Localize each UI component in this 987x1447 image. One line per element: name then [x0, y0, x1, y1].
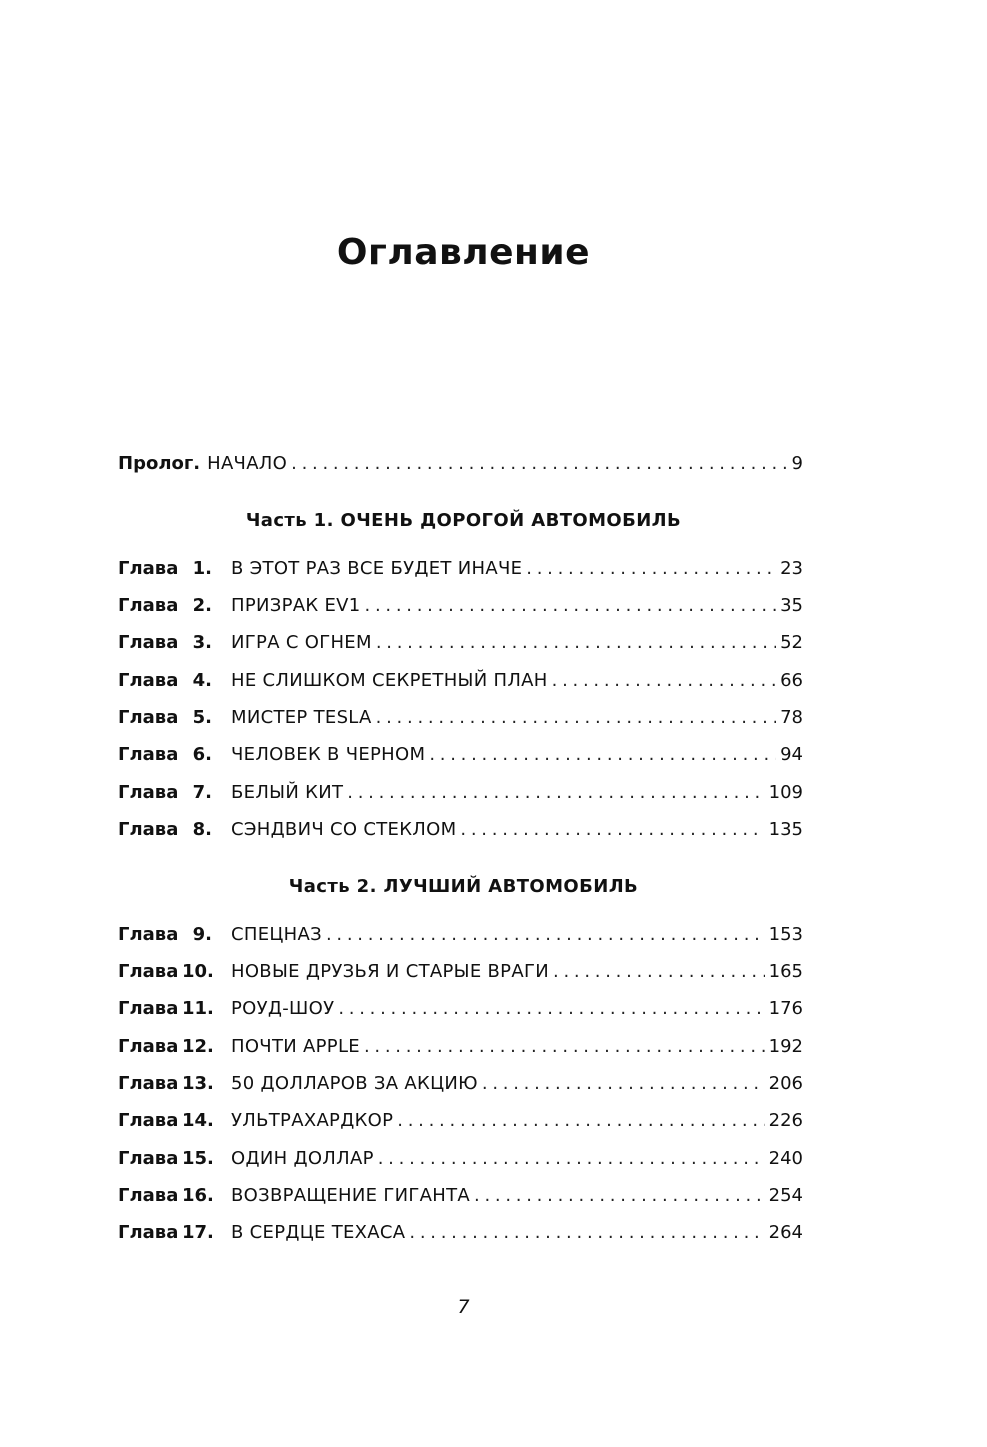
chapter-number: 7.	[192, 782, 212, 803]
chapter-page: 206	[768, 1073, 803, 1094]
prologue-page: 9	[791, 453, 803, 474]
chapter-title: ОДИН ДОЛЛАР	[231, 1148, 374, 1169]
toc-entry-chapter	[118, 959, 803, 985]
chapter-number: 11.	[182, 998, 214, 1019]
chapter-word: Глава	[118, 819, 179, 840]
chapter-title: МИСТЕР TESLA	[231, 707, 372, 728]
dot-leader	[409, 1220, 764, 1246]
chapter-page: 94	[780, 744, 803, 765]
chapter-word: Глава	[118, 1148, 179, 1169]
dot-leader	[553, 959, 765, 985]
dot-leader	[326, 922, 765, 948]
dot-leader	[429, 742, 776, 768]
chapter-page: 153	[768, 924, 803, 945]
chapter-title: ЧЕЛОВЕК В ЧЕРНОМ	[231, 744, 426, 765]
dot-leader	[376, 630, 776, 656]
chapter-title: УЛЬТРАХАРДКОР	[231, 1110, 394, 1131]
toc-entry-chapter	[118, 630, 803, 656]
toc-entry-chapter	[118, 1220, 803, 1246]
dot-leader	[365, 593, 777, 619]
toc-entry-chapter	[118, 996, 803, 1022]
dot-leader	[378, 1146, 765, 1172]
chapter-page: 264	[768, 1222, 803, 1243]
chapter-number: 5.	[192, 707, 212, 728]
dot-leader	[460, 817, 764, 843]
dot-leader	[474, 1183, 765, 1209]
chapter-title: ПОЧТИ APPLE	[231, 1036, 360, 1057]
chapter-page: 52	[780, 632, 803, 653]
toc-entry-chapter	[118, 817, 803, 843]
toc-entry-chapter	[118, 922, 803, 948]
chapter-title: НОВЫЕ ДРУЗЬЯ И СТАРЫЕ ВРАГИ	[231, 961, 549, 982]
chapter-word: Глава	[118, 1110, 179, 1131]
chapter-title: РОУД-ШОУ	[231, 998, 335, 1019]
chapter-page: 176	[768, 998, 803, 1019]
chapter-number: 6.	[192, 744, 212, 765]
page-number: 7	[457, 1296, 470, 1318]
page-title: Оглавление	[336, 232, 591, 273]
dot-leader	[364, 1034, 765, 1060]
chapter-number: 15.	[182, 1148, 214, 1169]
chapter-number: 10.	[182, 961, 214, 982]
toc-entry-chapter	[118, 1146, 803, 1172]
chapter-page: 66	[780, 670, 803, 691]
toc-entry-chapter	[118, 556, 803, 582]
dot-leader	[397, 1108, 764, 1134]
chapter-page: 192	[768, 1036, 803, 1057]
dot-leader	[376, 705, 776, 731]
chapter-word: Глава	[118, 632, 179, 653]
chapter-word: Глава	[118, 670, 179, 691]
chapter-word: Глава	[118, 558, 179, 579]
chapter-title: ИГРА С ОГНЕМ	[231, 632, 372, 653]
chapter-number: 2.	[192, 595, 212, 616]
chapter-number: 12.	[182, 1036, 214, 1057]
toc-entry-chapter	[118, 668, 803, 694]
chapter-number: 4.	[192, 670, 212, 691]
toc-entry-chapter	[118, 1071, 803, 1097]
chapter-title: ВОЗВРАЩЕНИЕ ГИГАНТА	[231, 1185, 471, 1206]
toc-entry-chapter	[118, 742, 803, 768]
chapter-word: Глава	[118, 1036, 179, 1057]
chapter-word: Глава	[118, 1222, 179, 1243]
chapter-word: Глава	[118, 1073, 179, 1094]
chapter-page: 226	[768, 1110, 803, 1131]
chapter-page: 165	[768, 961, 803, 982]
chapter-number: 17.	[182, 1222, 214, 1243]
toc-entry-chapter	[118, 705, 803, 731]
dot-leader	[338, 996, 764, 1022]
prologue-title: НАЧАЛО	[207, 453, 288, 474]
chapter-title: БЕЛЫЙ КИТ	[231, 782, 344, 803]
chapter-word: Глава	[118, 924, 179, 945]
part-heading-2: Часть 2. ЛУЧШИЙ АВТОМОБИЛЬ	[288, 876, 639, 897]
chapter-number: 13.	[182, 1073, 214, 1094]
chapter-number: 3.	[192, 632, 212, 653]
dot-leader	[526, 556, 776, 582]
chapter-page: 78	[780, 707, 803, 728]
chapter-page: 23	[780, 558, 803, 579]
prologue-label: Пролог.	[118, 453, 201, 474]
chapter-title: СПЕЦНАЗ	[231, 924, 322, 945]
chapter-word: Глава	[118, 961, 179, 982]
dot-leader	[347, 780, 764, 806]
dot-leader	[291, 451, 787, 477]
part-heading-1: Часть 1. ОЧЕНЬ ДОРОГОЙ АВТОМОБИЛЬ	[245, 510, 682, 531]
chapter-word: Глава	[118, 998, 179, 1019]
chapter-word: Глава	[118, 782, 179, 803]
chapter-page: 240	[768, 1148, 803, 1169]
toc-entry-chapter	[118, 593, 803, 619]
chapter-number: 1.	[192, 558, 212, 579]
chapter-title: СЭНДВИЧ СО СТЕКЛОМ	[231, 819, 457, 840]
chapter-title: В СЕРДЦЕ ТЕХАСА	[231, 1222, 406, 1243]
toc-entry-prologue	[118, 451, 803, 477]
toc-entry-chapter	[118, 1034, 803, 1060]
dot-leader	[552, 668, 776, 694]
chapter-number: 9.	[192, 924, 212, 945]
dot-leader	[482, 1071, 765, 1097]
chapter-title: В ЭТОТ РАЗ ВСЕ БУДЕТ ИНАЧЕ	[231, 558, 523, 579]
chapter-title: НЕ СЛИШКОМ СЕКРЕТНЫЙ ПЛАН	[231, 670, 548, 691]
chapter-number: 14.	[182, 1110, 214, 1131]
chapter-word: Глава	[118, 1185, 179, 1206]
chapter-title: 50 ДОЛЛАРОВ ЗА АКЦИЮ	[231, 1073, 478, 1094]
chapter-page: 109	[768, 782, 803, 803]
chapter-word: Глава	[118, 707, 179, 728]
toc-entry-chapter	[118, 1183, 803, 1209]
chapter-page: 135	[768, 819, 803, 840]
chapter-number: 8.	[192, 819, 212, 840]
chapter-page: 35	[780, 595, 803, 616]
chapter-page: 254	[768, 1185, 803, 1206]
toc-entry-chapter	[118, 1108, 803, 1134]
chapter-word: Глава	[118, 595, 179, 616]
chapter-number: 16.	[182, 1185, 214, 1206]
chapter-word: Глава	[118, 744, 179, 765]
chapter-title: ПРИЗРАК EV1	[231, 595, 361, 616]
toc-entry-chapter	[118, 780, 803, 806]
